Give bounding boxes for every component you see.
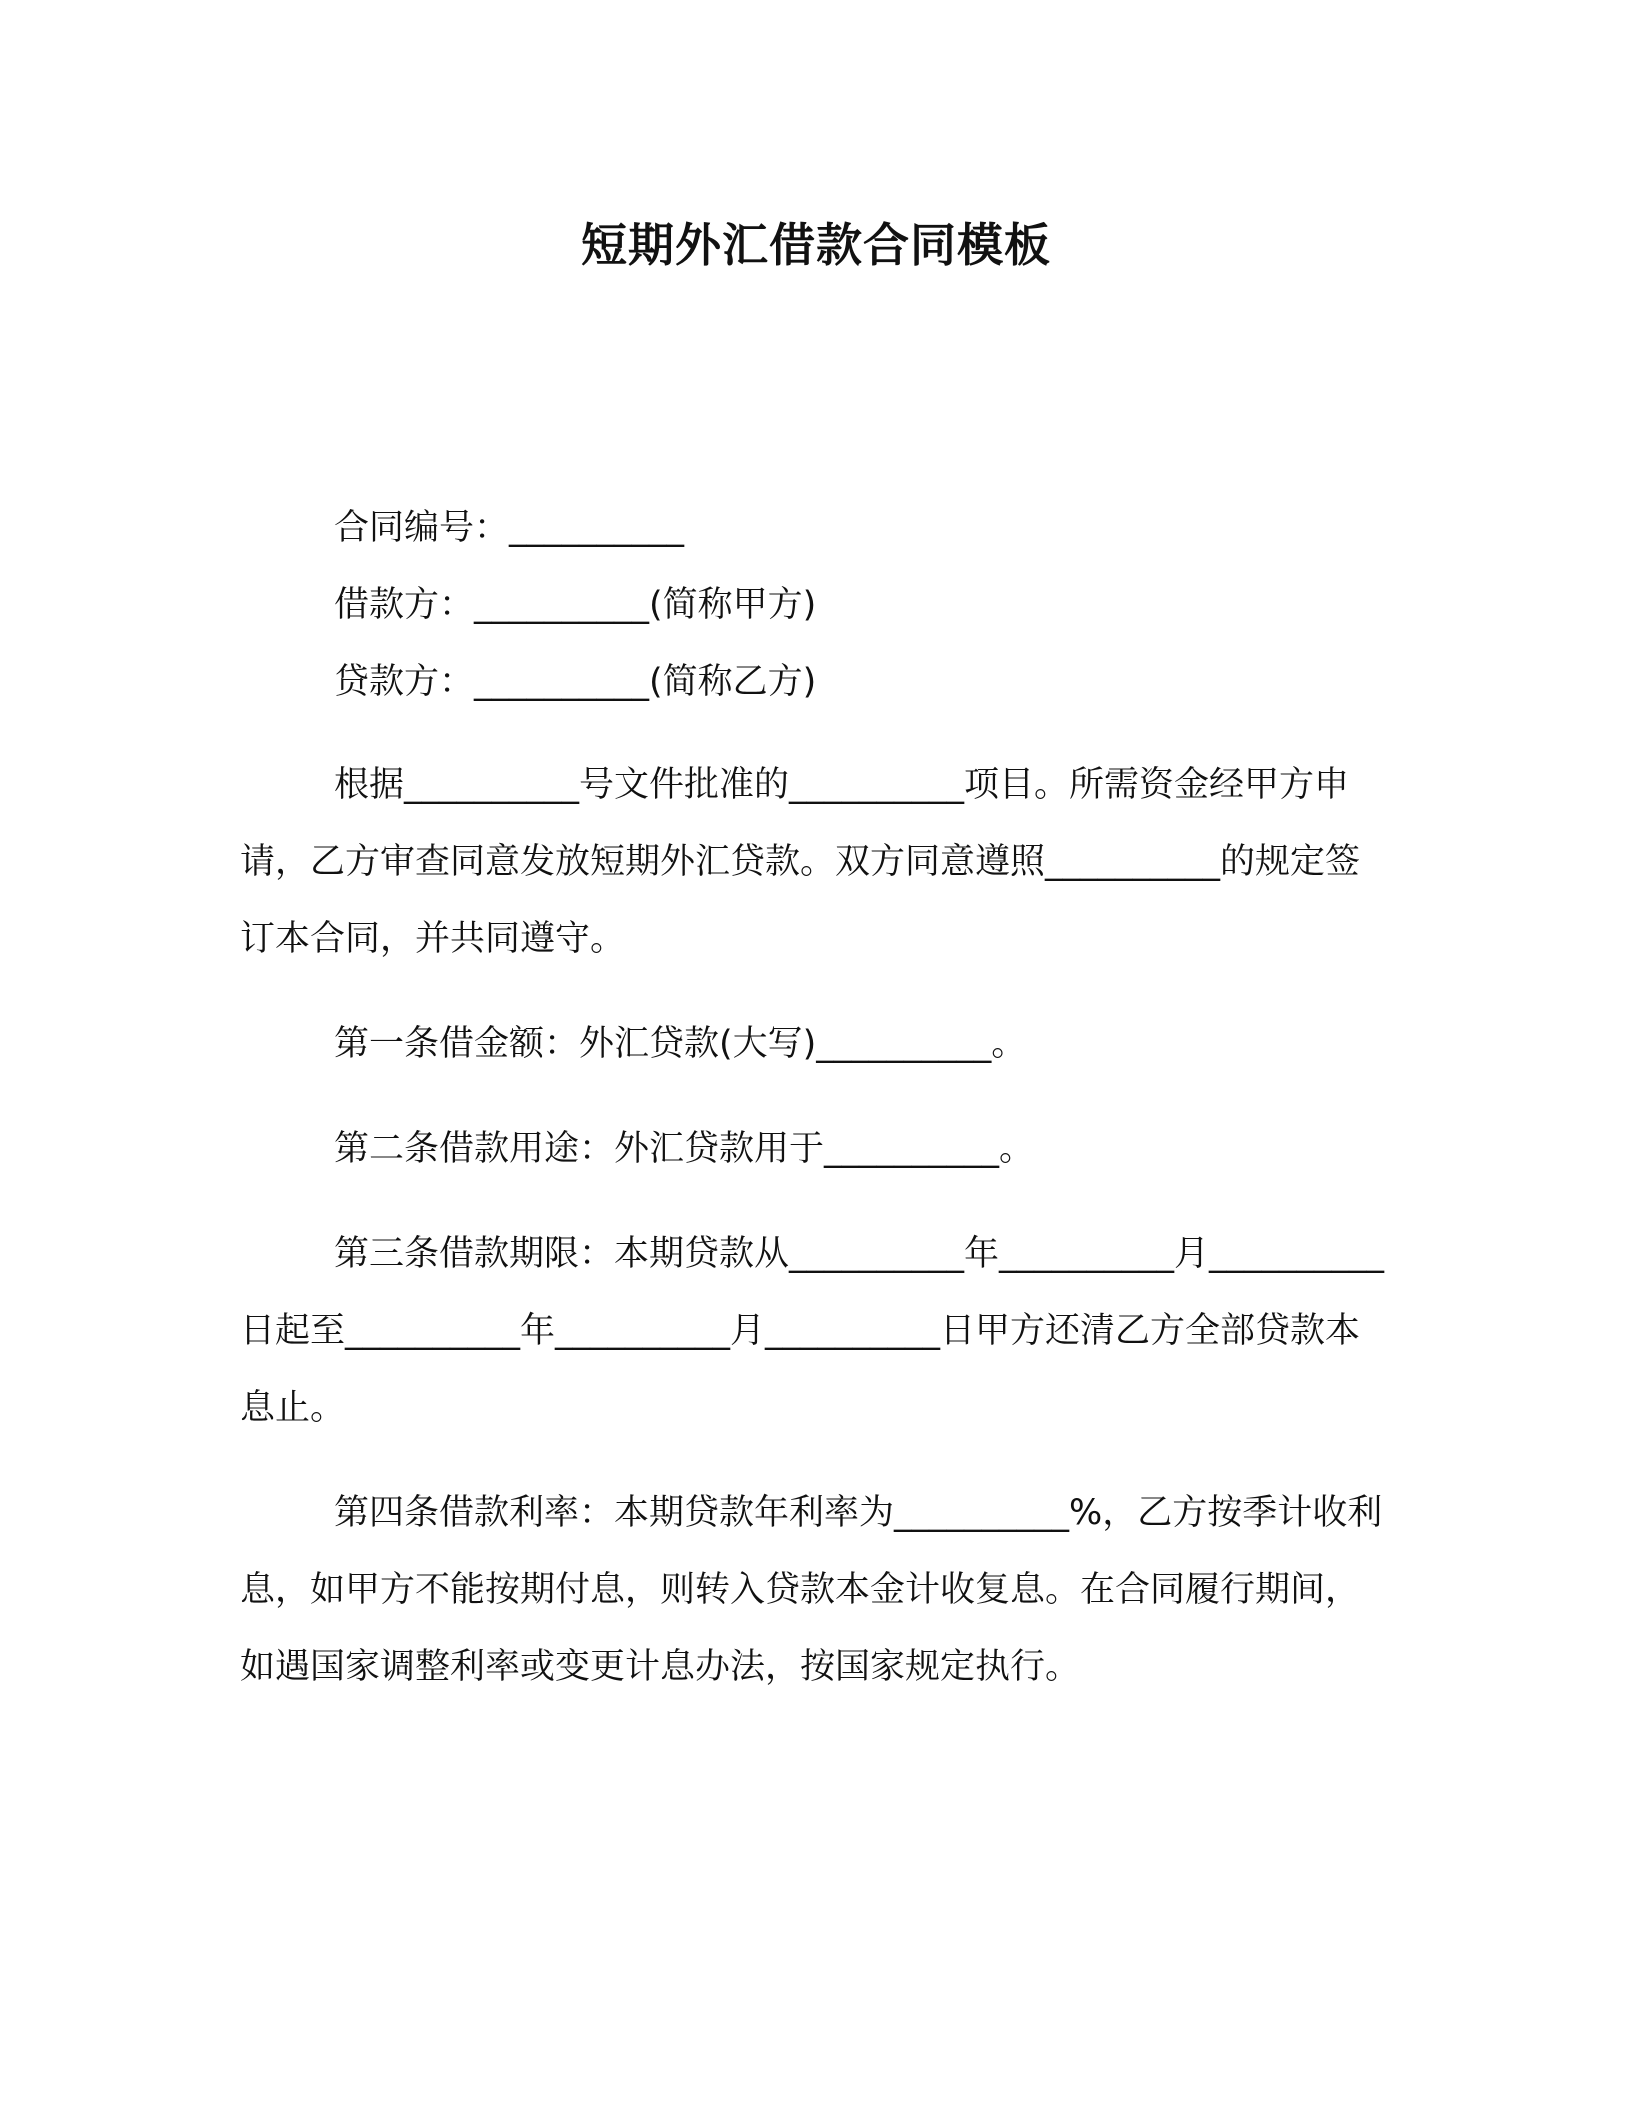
borrower-field: 借款方：__________(简称甲方) [334, 585, 817, 625]
document-body [240, 490, 1392, 1706]
lender-field: 贷款方：__________(简称乙方) [334, 662, 817, 702]
preamble-paragraph: 根据__________号文件批准的__________项目。所需资金经甲方申请，乙方审查同意发放短期外汇贷款。双方同意遵照__________的规定签订本合同，并共同遵守。 [240, 765, 1361, 959]
article-3-loan-term: 第三条借款期限：本期贷款从__________年__________月__________日起至__________年__________月__________日甲方还清乙方全部贷款本息止。 [240, 1234, 1385, 1428]
document-title: 短期外汇借款合同模板 [581, 218, 1051, 272]
article-4-interest-rate: 第四条借款利率：本期贷款年利率为__________%，乙方按季计收利息，如甲方不能按期付息，则转入贷款本金计收复息。在合同履行期间，如遇国家调整利率或变更计息办法，按国家规定执行。 [240, 1493, 1383, 1687]
article-1-loan-amount: 第一条借金额：外汇贷款(大写)__________。 [334, 1024, 1027, 1064]
contract-number-field: 合同编号：__________ [334, 508, 685, 548]
article-2-loan-purpose: 第二条借款用途：外汇贷款用于__________。 [334, 1129, 1035, 1169]
